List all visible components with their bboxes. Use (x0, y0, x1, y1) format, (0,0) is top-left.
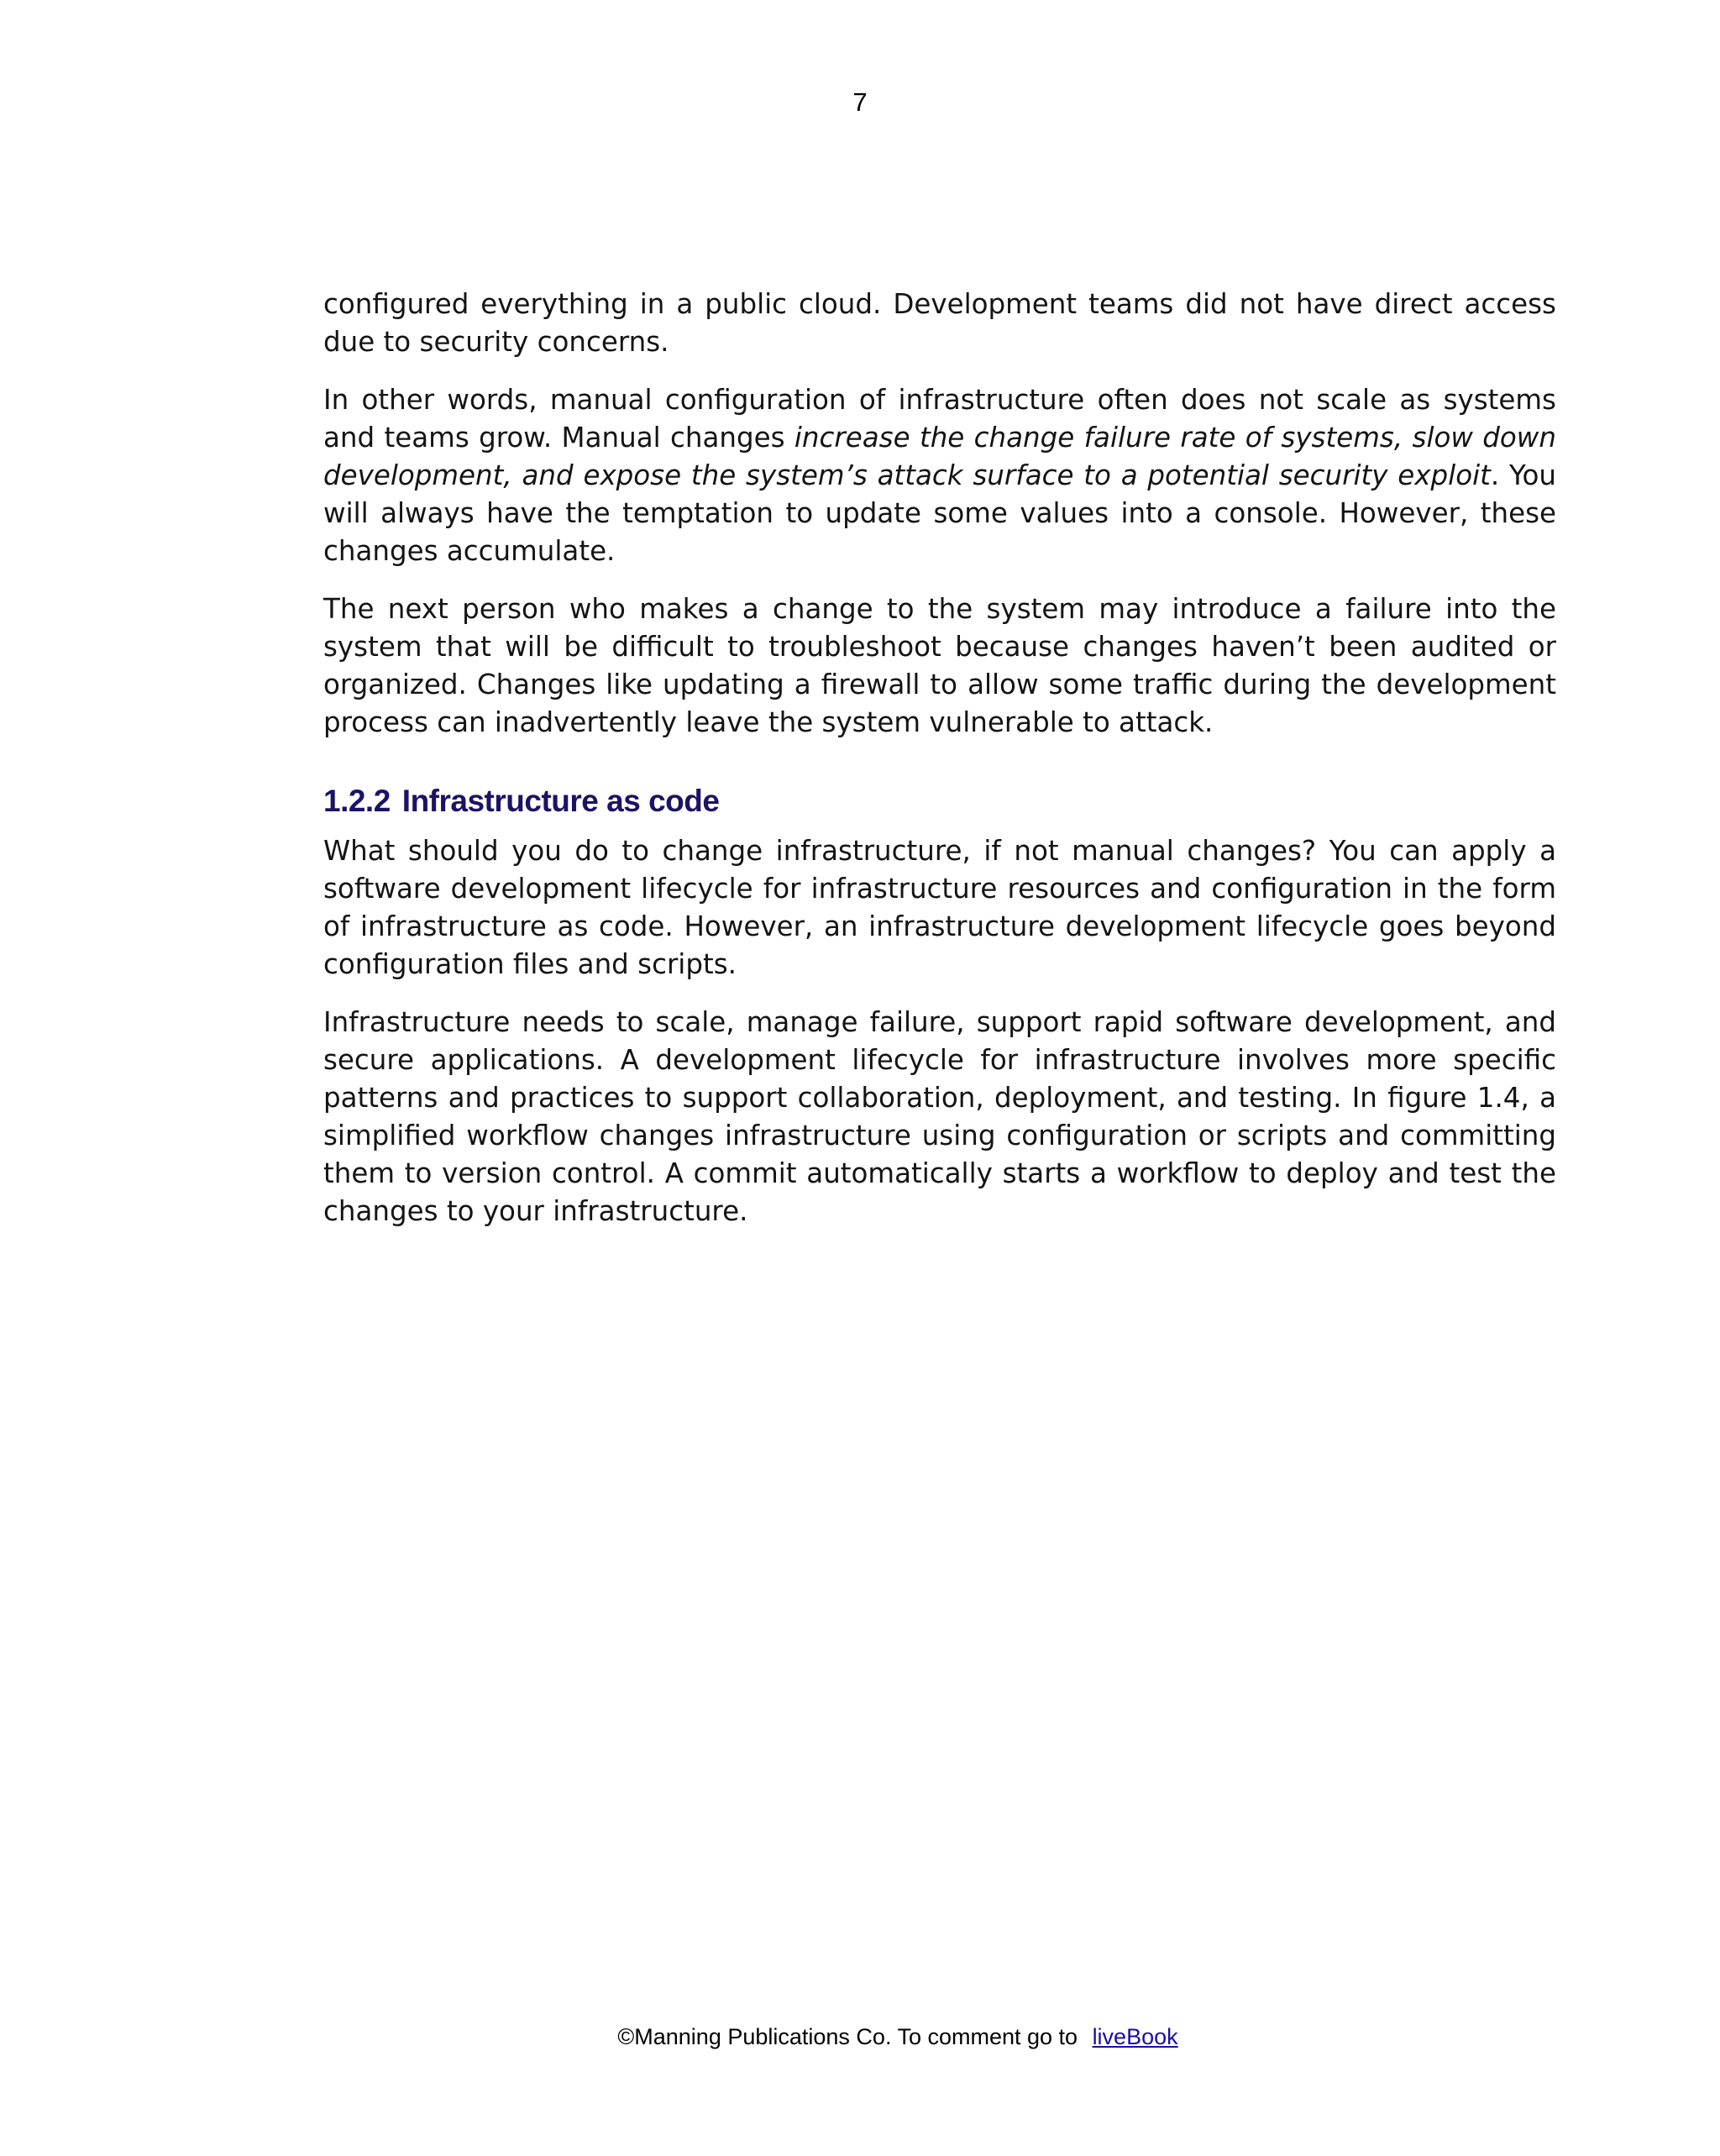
paragraph-4: What should you do to change infrastructure, if not manual changes? You can apply a software development lifecycle for infrastructure resources and configuration in the form of infrastructure as code. However, an infrastructure development lifecycle goes beyond configuration files and scripts. (323, 835, 1556, 980)
paragraph-5: Infrastructure needs to scale, manage failure, support rapid software development, and secure applications. A development lifecycle for infrastructure involves more specific patterns and practices to support collaboration, deployment, and testing. In figure 1.4, a simplified workflow changes infrastructure using configuration or scripts and committing them to version control. A commit automatically starts a workflow to deploy and test the changes to your infrastructure. (323, 1006, 1556, 1227)
section-title: Infrastructure as code (401, 784, 720, 818)
section-heading (323, 780, 1556, 822)
paragraph-3: The next person who makes a change to the system may introduce a failure into the system that will be difficult to troubleshoot because changes haven’t been audited or organized. Changes like updating a firewall to allow some traffic during the development process can inadvertently leave the system vulnerable to attack. (323, 593, 1556, 738)
footer-copyright: ©Manning Publications Co. To comment go to (617, 2024, 1084, 2049)
section-number: 1.2.2 (323, 784, 391, 818)
footer (0, 2024, 1720, 2050)
livebook-link[interactable]: liveBook (1092, 2024, 1178, 2049)
paragraph-2 (323, 381, 1556, 570)
paragraph-2-end: . You will always have the temptation to update some values into a console. However, these changes accumulate. (323, 459, 1556, 567)
page-body (323, 286, 1556, 1251)
paragraph-2-start: In other words, manual configuration of infrastructure often does not scale as systems and teams grow. Manual changes (323, 384, 1556, 454)
paragraph-1: configured everything in a public cloud. Development teams did not have direct access due to security concerns. (323, 288, 1556, 358)
page-number: 7 (852, 87, 868, 117)
paragraph-2-italic: increase the change failure rate of systems, slow down development, and expose the system’s attack surface to a potential security exploit (323, 422, 1556, 491)
